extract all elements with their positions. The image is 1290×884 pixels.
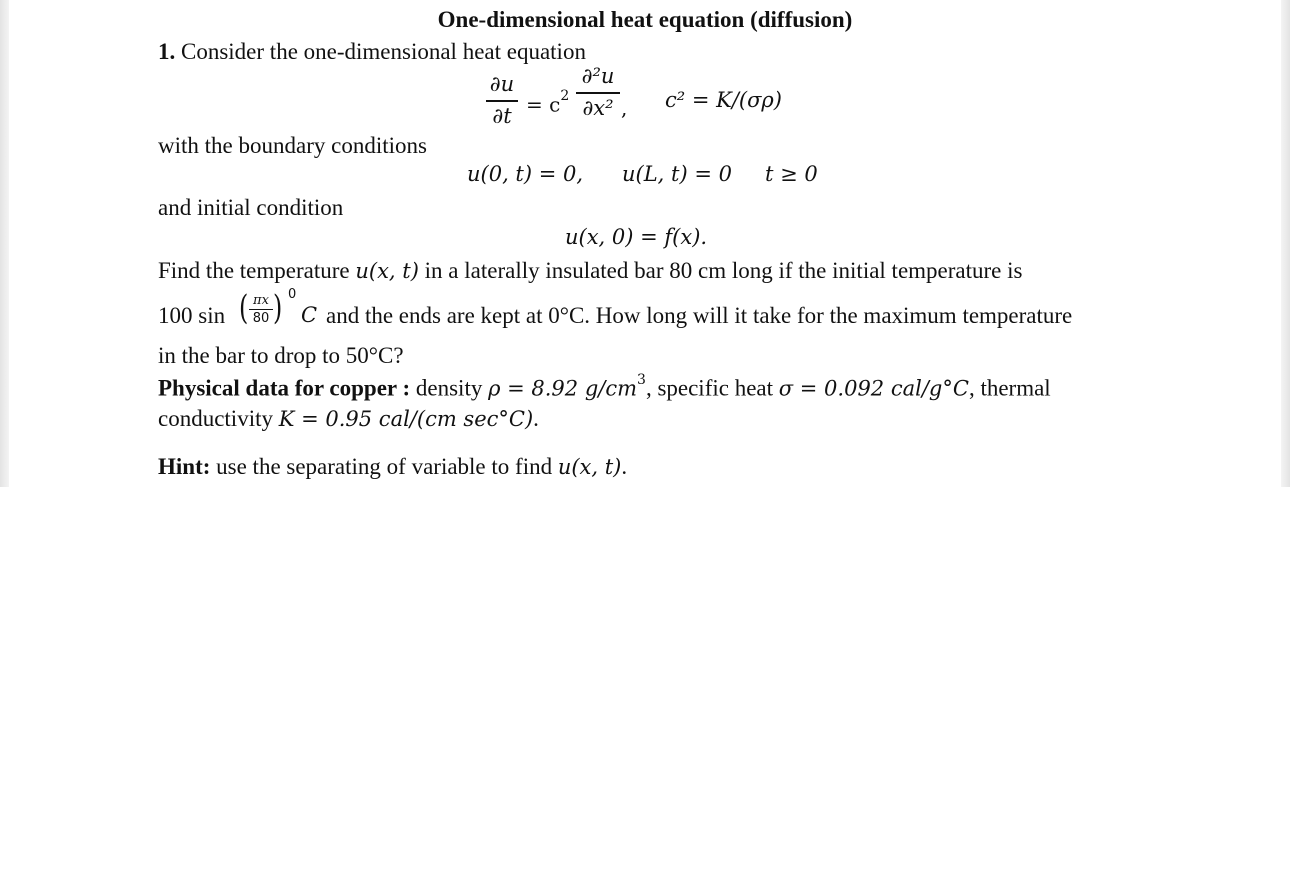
celsius-unit: C <box>301 303 318 327</box>
hint-period: . <box>621 454 628 479</box>
boundary-condition-right: u(L, t) = 0 <box>622 162 732 186</box>
problem-intro-text: Consider the one-dimensional heat equation <box>181 39 586 64</box>
density-value: ρ = 8.92 g/cm <box>488 376 638 401</box>
boundary-intro: with the boundary conditions <box>158 133 427 158</box>
time-range: t ≥ 0 <box>765 162 818 186</box>
right-parenthesis: ) <box>272 288 283 328</box>
conductivity-label: conductivity <box>158 406 273 431</box>
hint-line <box>158 455 627 478</box>
physical-data-line-2 <box>158 407 539 430</box>
pde-rhs-fraction <box>576 66 620 119</box>
task-line-1 <box>158 259 1022 282</box>
pde-equals-c <box>526 88 570 117</box>
boundary-condition-left: u(0, t) = 0, <box>467 162 584 186</box>
degree-exponent: 0 <box>288 287 297 302</box>
conductivity-period: . <box>533 406 539 431</box>
hint-text: use the separating of variable to find <box>216 454 553 479</box>
task-line-2-end: and the ends are kept at 0°C. How long will it take for the maximum temperature <box>326 303 1073 328</box>
hint-label: Hint: <box>158 454 211 479</box>
initial-temperature-prefix: 100 sin <box>158 303 226 328</box>
sine-argument-bar <box>249 309 273 310</box>
initial-condition: u(x, 0) = f(x). <box>565 225 708 249</box>
density-exponent: 3 <box>637 372 646 388</box>
task-line-1-end: in a laterally insulated bar 80 cm long if the initial temperature is <box>424 258 1023 283</box>
left-parenthesis: ( <box>238 288 249 328</box>
problem-intro-line <box>158 40 586 63</box>
hint-function: u(x, t) <box>557 455 622 479</box>
pde-lhs-fraction <box>486 74 518 127</box>
pde-comma: , <box>621 96 628 120</box>
task-line-1-start: Find the temperature <box>158 258 350 283</box>
thermal-label: , thermal <box>968 375 1051 401</box>
sine-argument-fraction <box>249 294 273 325</box>
pde-lhs-numerator: ∂u <box>489 72 515 96</box>
sine-argument-numerator: πx <box>253 293 269 308</box>
pde-rhs-numerator: ∂²u <box>581 64 615 88</box>
pde-lhs-bar <box>486 100 518 102</box>
pde-lhs-denominator: ∂t <box>492 103 512 128</box>
task-temperature-function: u(x, t) <box>355 259 419 283</box>
conductivity-value: K = 0.95 cal/(cm sec°C) <box>278 407 534 431</box>
pde-rhs-denominator: ∂x² <box>582 95 614 120</box>
page-title: One-dimensional heat equation (diffusion) <box>437 7 853 32</box>
specific-heat-value: σ = 0.092 cal/g°C <box>778 376 969 401</box>
initial-intro: and initial condition <box>158 195 344 220</box>
specific-heat-label: , specific heat <box>645 375 774 401</box>
physical-data-line-1 <box>158 372 1051 401</box>
problem-number: 1. <box>158 39 176 64</box>
pde-rhs-bar <box>576 92 620 94</box>
density-label: density <box>415 375 483 401</box>
pde-c-exponent: 2 <box>560 88 570 104</box>
physical-data-label: Physical data for copper : <box>158 375 411 401</box>
c-squared-definition: c² = K/(σρ) <box>665 88 782 112</box>
sine-argument-denominator: 80 <box>252 311 270 326</box>
task-line-3: in the bar to drop to 50°C? <box>158 343 404 368</box>
pde-eq-c-text: = c <box>526 92 561 117</box>
